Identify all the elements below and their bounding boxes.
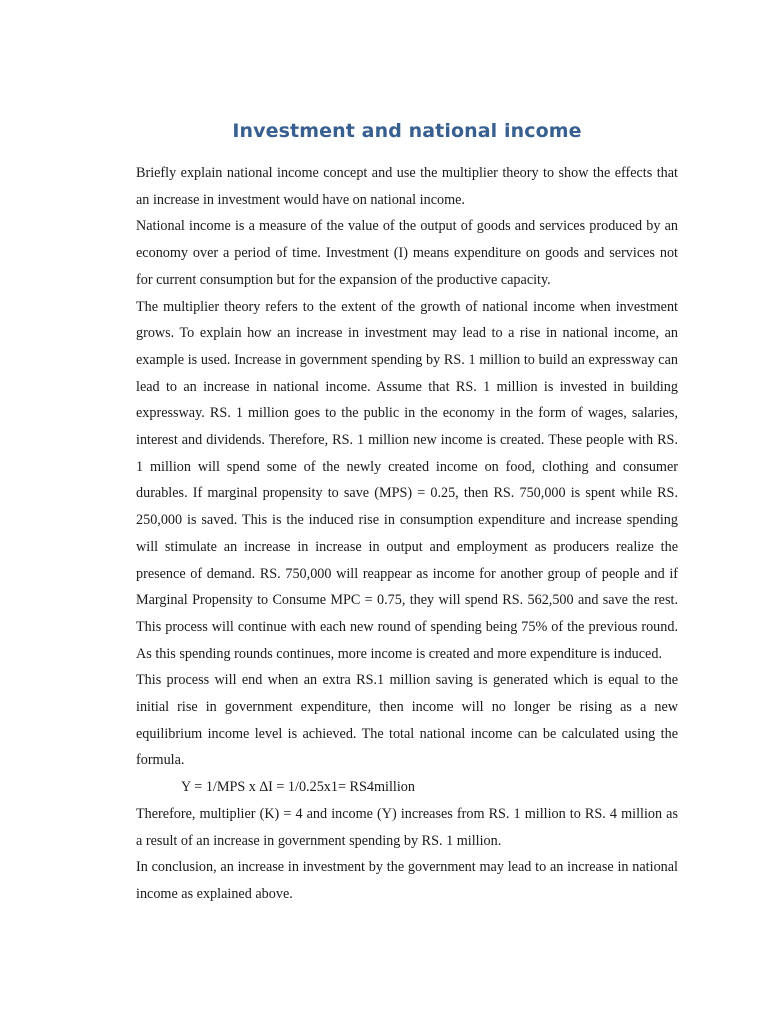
- definition-paragraph: National income is a measure of the value of the output of goods and services produced by an economy over a period of time. Investment (I) means expenditure on goods and services not for current consumption but for the expansion of the productive capacity.: [136, 218, 678, 288]
- multiplier-theory-paragraph: The multiplier theory refers to the extent of the growth of national income when investment grows. To explain how an increase in investment may lead to a rise in national income, an example is used. Increase in government spending by RS. 1 million to build an expressway can lead to an increase in national income. Assume that RS. 1 million is invested in building expressway. RS. 1 million goes to the public in the economy in the form of wages, salaries, interest and dividends. Therefore, RS. 1 million new income is created. These people with RS. 1 million will spend some of the newly created income on food, clothing and consumer durables. If marginal propensity to save (MPS) = 0.25, then RS. 750,000 is spent while RS. 250,000 is saved. This is the induced rise in consumption expenditure and increase spending will stimulate an increase in increase in output and employment as producers realize the presence of demand. RS. 750,000 will reappear as income for another group of people and if Marginal Propensity to Consume MPC = 0.75, they will spend RS. 562,500 and save the rest. This process will continue with each new round of spending being 75% of the previous round. As this spending rounds continues, more income is created and more expenditure is induced.: [136, 298, 678, 662]
- question-paragraph: Briefly explain national income concept and use the multiplier theory to show the effects that an increase in investment would have on national income.: [136, 165, 678, 208]
- document-title: Investment and national income: [232, 120, 582, 142]
- process-end-paragraph: This process will end when an extra RS.1 million saving is generated which is equal to the initial rise in government expenditure, then income will no longer be rising as a new equilibrium income level is achieved. The total national income can be calculated using the formula.: [136, 672, 678, 769]
- multiplier-formula: Y = 1/MPS x ∆I = 1/0.25x1= RS4million: [181, 779, 415, 796]
- multiplier-result-paragraph: Therefore, multiplier (K) = 4 and income (Y) increases from RS. 1 million to RS. 4 million as a result of an increase in government spending by RS. 1 million.: [136, 805, 678, 849]
- document-body: [136, 160, 678, 908]
- conclusion-paragraph: In conclusion, an increase in investment by the government may lead to an increase in national income as explained above.: [136, 859, 678, 902]
